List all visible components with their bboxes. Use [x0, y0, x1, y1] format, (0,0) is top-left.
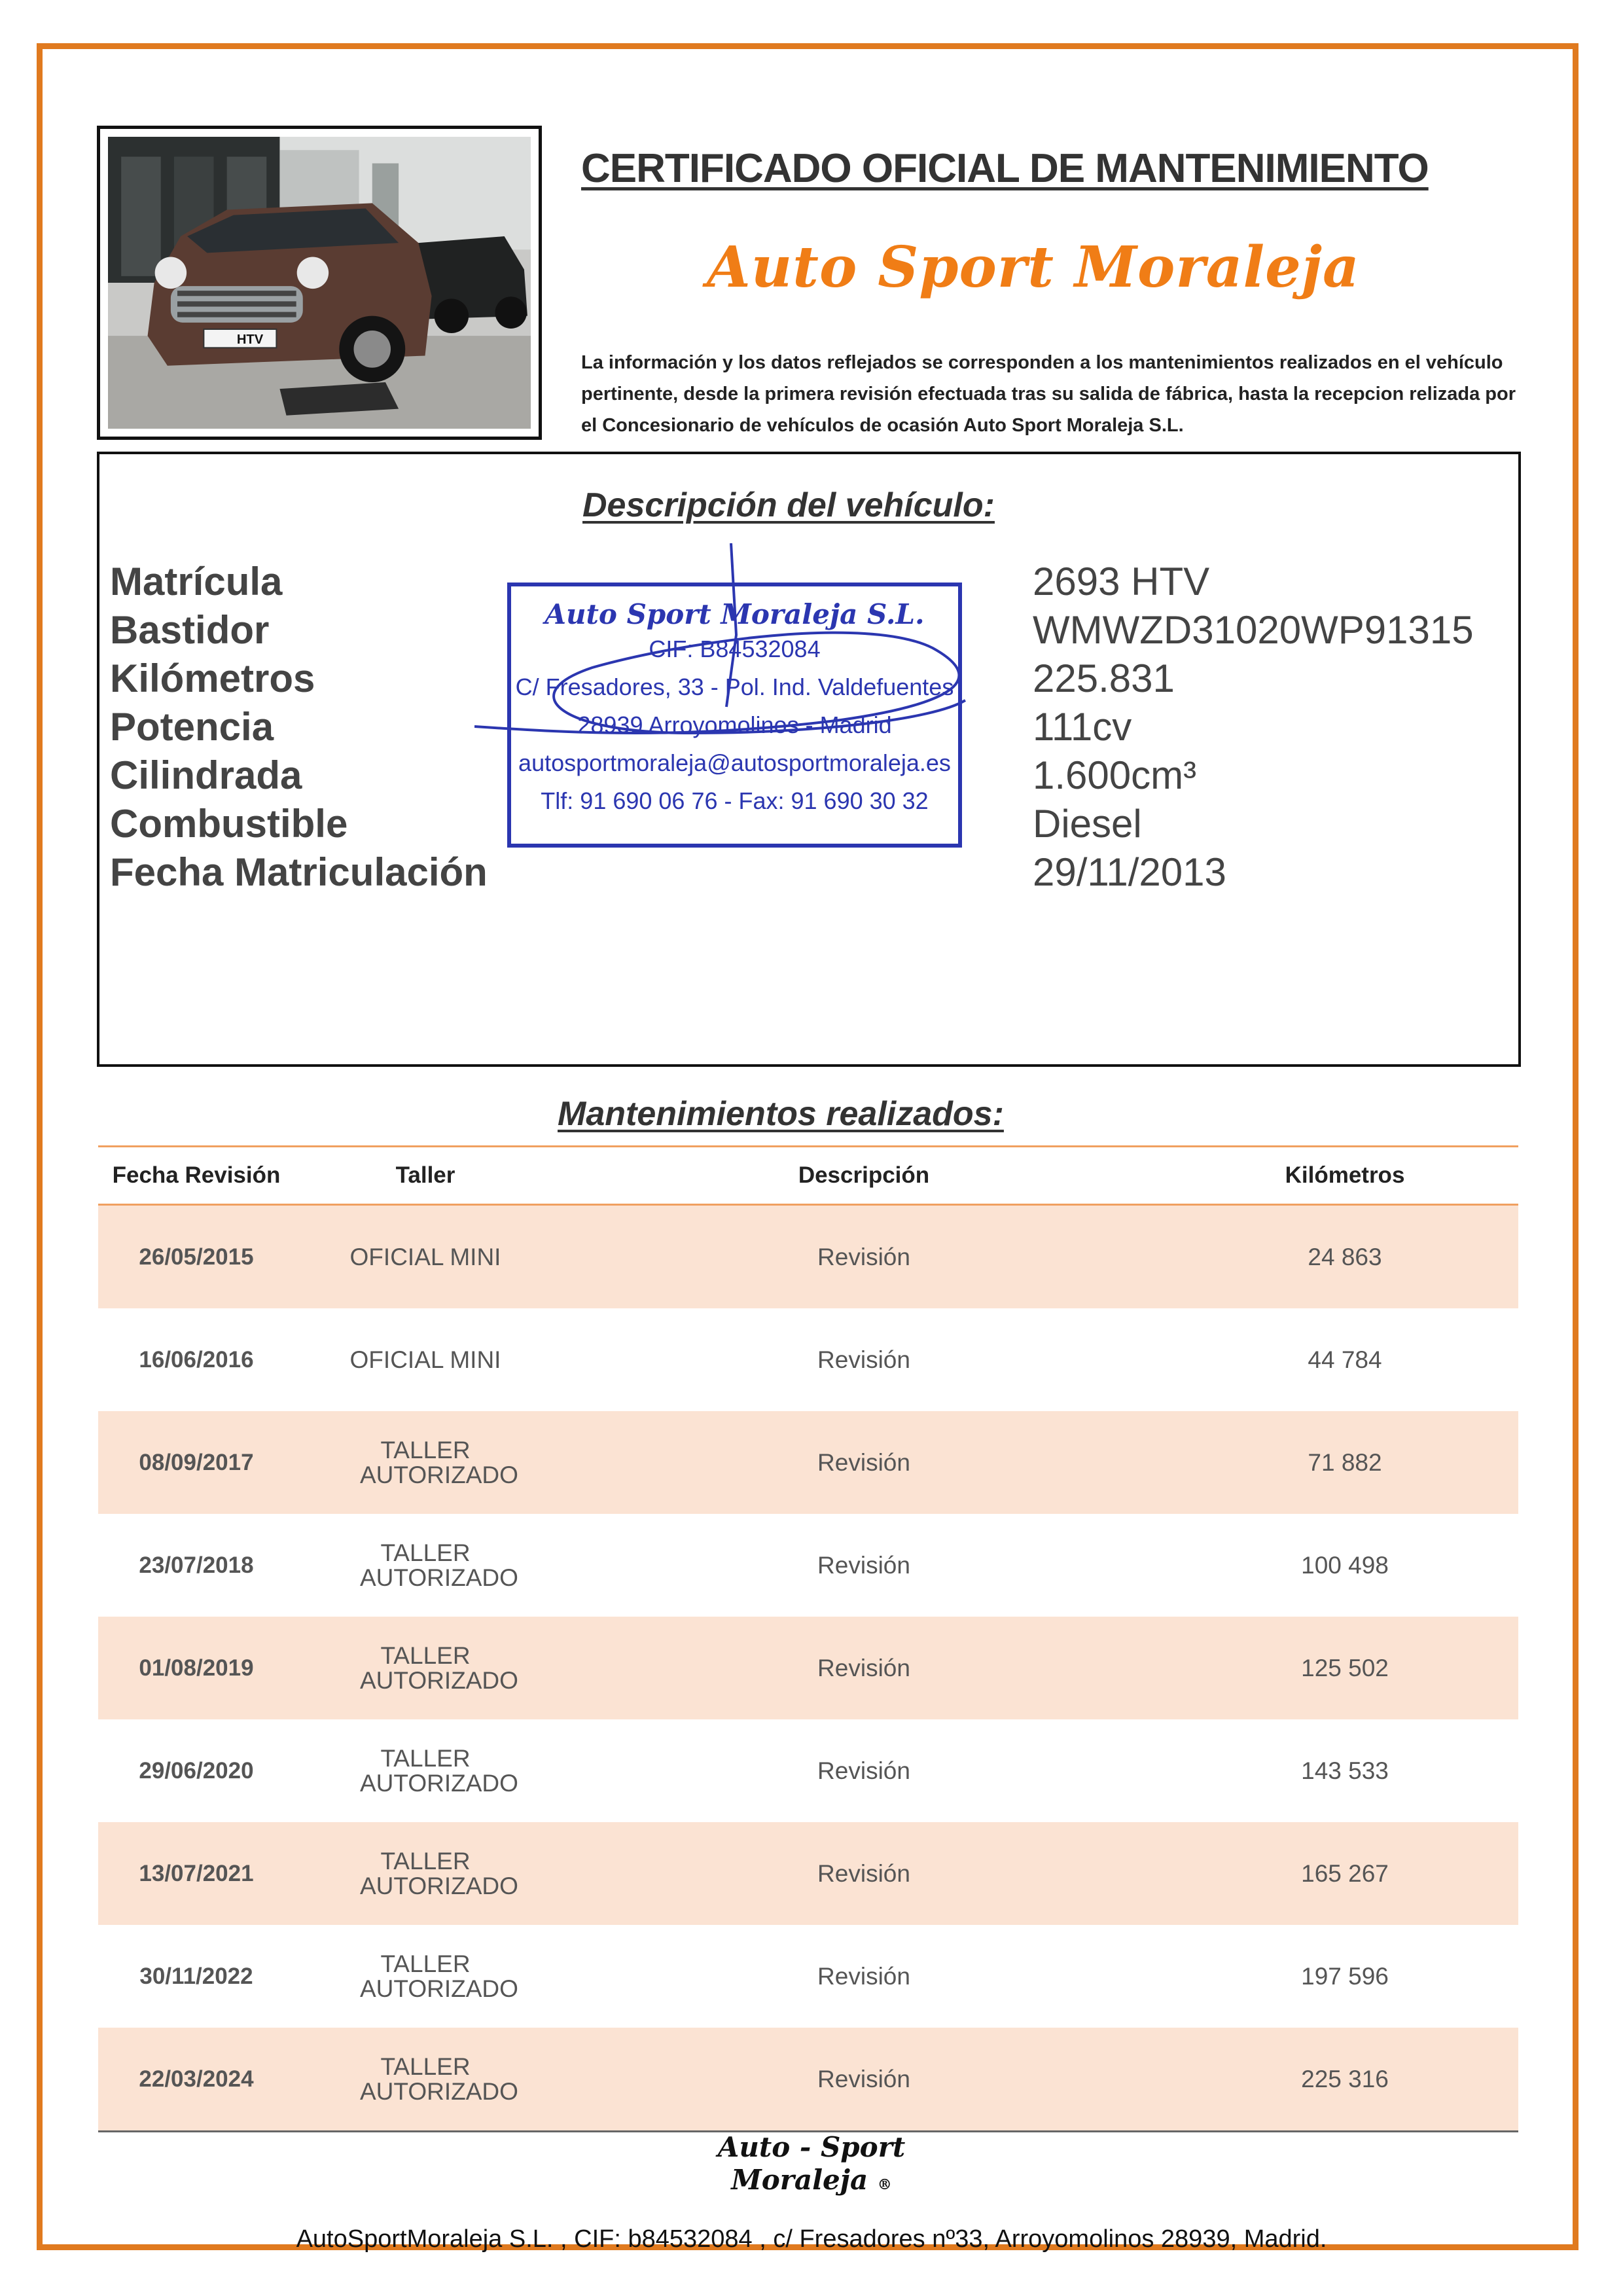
stamp-email: autosportmoraleja@autosportmoraleja.es [518, 749, 951, 776]
cell-km: 197 596 [1301, 1962, 1389, 1990]
cell-workshop-text: TALLER AUTORIZADO [360, 1744, 518, 1797]
cell-workshop [294, 1411, 556, 1514]
label-cilindrada: Cilindrada [110, 753, 302, 797]
value-matricula: 2693 HTV [1033, 560, 1210, 603]
cell-description: Revisión [817, 1346, 910, 1373]
stamp-phone: Tlf: 91 690 06 76 - Fax: 91 690 30 32 [541, 787, 929, 814]
table-row [98, 1719, 1518, 1822]
table-row [98, 1205, 1518, 1309]
stamp-cif: CIF: B84532084 [649, 636, 821, 662]
maintenance-table [98, 1145, 1518, 2132]
header-date: Fecha Revisión [98, 1147, 294, 1205]
cell-date: 16/06/2016 [139, 1346, 254, 1372]
cell-description: Revisión [556, 2028, 1171, 2132]
value-cilindrada: 1.600cm³ [1033, 753, 1197, 797]
cell-description: Revisión [817, 1962, 910, 1990]
label-kilometros: Kilómetros [110, 656, 315, 700]
cell-workshop [294, 2028, 556, 2132]
cell-workshop [294, 1925, 556, 2028]
vehicle-labels [110, 558, 488, 897]
cell-description: Revisión [817, 1757, 910, 1784]
cell-workshop-text: TALLER AUTORIZADO [360, 1539, 518, 1591]
stamp-city: 28939 Arroyomolinos - Madrid [577, 711, 892, 738]
cell-workshop-text: TALLER AUTORIZADO [360, 1641, 518, 1694]
header-workshop: Taller [294, 1147, 556, 1205]
table-row [98, 1617, 1518, 1719]
cell-date: 13/07/2021 [98, 1822, 294, 1925]
brand-name: Auto Sport Moraleja [707, 234, 1360, 300]
cell-description: Revisión [556, 1411, 1171, 1514]
cell-workshop-text: TALLER AUTORIZADO [360, 1847, 518, 1899]
vehicle-section-title: Descripción del vehículo: [582, 486, 995, 524]
value-fecha-matriculacion: 29/11/2013 [1033, 850, 1226, 894]
cell-km: 143 533 [1301, 1757, 1389, 1784]
table-row [98, 1308, 1518, 1411]
cell-description: Revisión [556, 1822, 1171, 1925]
signature-scribble [474, 543, 978, 857]
cell-workshop-text: TALLER AUTORIZADO [360, 1950, 518, 2002]
footer-company-info: AutoSportMoraleja S.L. , CIF: b84532084 , c/ Fresadores nº33, Arroyomolinos 28939, Madrid. [296, 2225, 1327, 2253]
table-row [98, 1514, 1518, 1617]
value-kilometros: 225.831 [1033, 656, 1175, 700]
footer-logo-line2 [700, 2164, 923, 2201]
cell-workshop-text: TALLER AUTORIZADO [360, 1436, 518, 1488]
maintenance-section-title: Mantenimientos realizados: [558, 1095, 1004, 1133]
cell-km: 225 316 [1171, 2028, 1518, 2132]
table-row [98, 1925, 1518, 2028]
cell-date: 26/05/2015 [98, 1205, 294, 1309]
company-stamp [474, 543, 978, 857]
cell-workshop: OFICIAL MINI [294, 1205, 556, 1309]
cell-date: 30/11/2022 [139, 1963, 253, 1989]
label-bastidor: Bastidor [110, 608, 270, 652]
cell-date: 29/06/2020 [139, 1757, 254, 1784]
cell-km: 100 498 [1301, 1551, 1389, 1579]
cell-workshop [294, 1822, 556, 1925]
label-matricula: Matrícula [110, 560, 283, 603]
header-km: Kilómetros [1171, 1147, 1518, 1205]
cell-workshop [294, 1514, 556, 1617]
cell-workshop [294, 1719, 556, 1822]
cell-km: 165 267 [1171, 1822, 1518, 1925]
cell-description: Revisión [556, 1617, 1171, 1719]
registered-mark: ® [877, 2176, 892, 2193]
vehicle-photo [97, 126, 542, 440]
label-potencia: Potencia [110, 705, 274, 749]
intro-paragraph: La información y los datos reflejados se corresponden a los mantenimientos realizados en el vehículo pertinente, desde la primera revisión efectuada tras su salida de fábrica, hasta la recepcion relizada por el Concesionario de vehículos de ocasión Auto Sport Moraleja S.L. [581, 352, 1516, 436]
header-description: Descripción [556, 1147, 1171, 1205]
table-row [98, 1411, 1518, 1514]
label-fecha-matriculacion: Fecha Matriculación [110, 850, 488, 894]
cell-km: 125 502 [1171, 1617, 1518, 1719]
cell-workshop: OFICIAL MINI [349, 1346, 501, 1373]
cell-km: 24 863 [1171, 1205, 1518, 1309]
footer-logo-name: Moraleja [731, 2164, 868, 2196]
vehicle-values [1033, 558, 1474, 897]
cell-workshop-text: TALLER AUTORIZADO [360, 2053, 518, 2105]
value-potencia: 111cv [1033, 705, 1132, 749]
cell-date: 22/03/2024 [98, 2028, 294, 2132]
license-plate: HTV [236, 332, 264, 348]
cell-date: 23/07/2018 [139, 1552, 254, 1578]
table-row [98, 2028, 1518, 2132]
document-title: CERTIFICADO OFICIAL DE MANTENIMIENTO [581, 146, 1429, 191]
footer-logo [700, 2131, 923, 2201]
cell-date: 08/09/2017 [98, 1411, 294, 1514]
cell-date: 01/08/2019 [98, 1617, 294, 1719]
stamp-address: C/ Fresadores, 33 - Pol. Ind. Valdefuentes [515, 673, 954, 700]
cell-km: 71 882 [1171, 1411, 1518, 1514]
cell-description: Revisión [817, 1551, 910, 1579]
table-row [98, 1822, 1518, 1925]
table-header-row [98, 1147, 1518, 1205]
footer-logo-line1: Auto - Sport [717, 2131, 906, 2163]
cell-km: 44 784 [1308, 1346, 1382, 1373]
cell-description: Revisión [556, 1205, 1171, 1309]
stamp-company-name: Auto Sport Moraleja S.L. [544, 598, 925, 630]
value-combustible: Diesel [1033, 802, 1142, 846]
value-bastidor: WMWZD31020WP91315 [1033, 608, 1474, 652]
cell-workshop [294, 1617, 556, 1719]
label-combustible: Combustible [110, 802, 348, 846]
